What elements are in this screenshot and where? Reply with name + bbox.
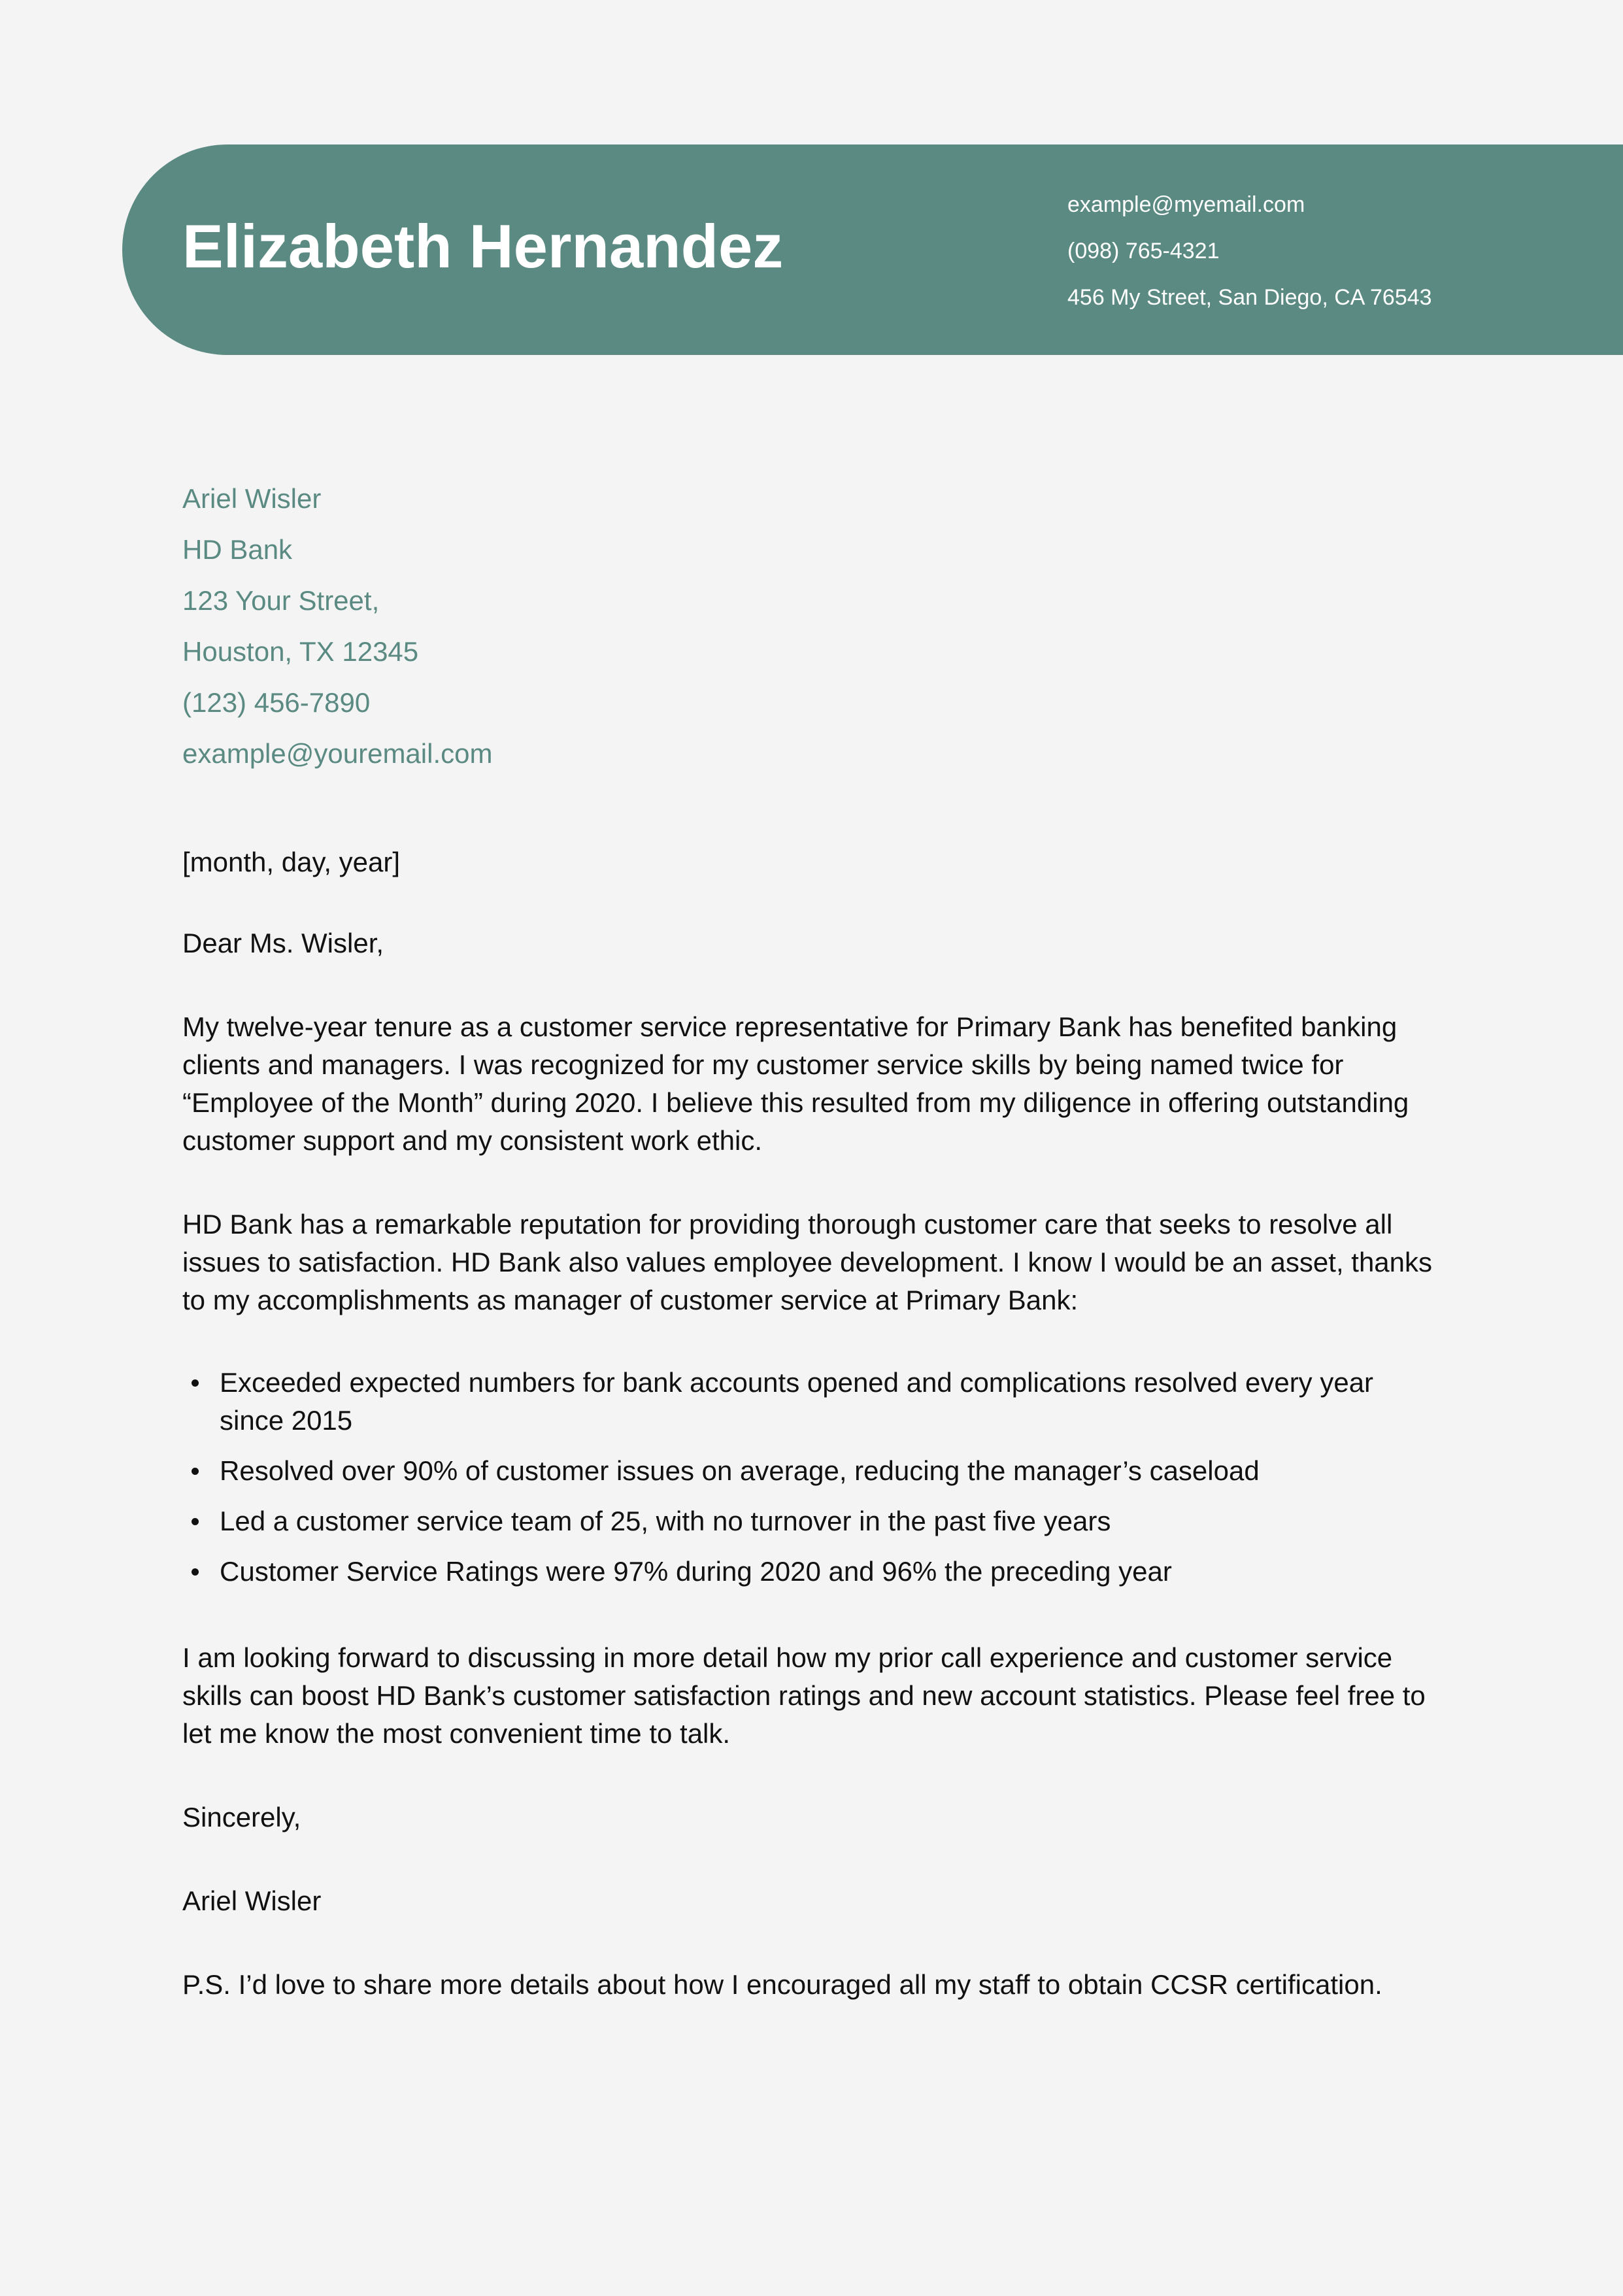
list-item [220,1452,1444,1490]
applicant-phone: (098) 765-4321 [1067,239,1220,263]
recipient-block [182,479,492,785]
list-item-text: Led a customer service team of 25, with no turnover in the past five years [220,1506,1111,1536]
recipient-street: 123 Your Street, [182,585,380,616]
recipient-phone: (123) 456-7890 [182,687,371,718]
list-item [220,1553,1444,1591]
applicant-name: Elizabeth Hernandez [182,212,784,280]
letter-body [182,843,1444,2004]
recipient-email: example@youremail.com [182,738,493,769]
bullet-icon [192,1468,199,1475]
salutation: Dear Ms. Wisler, [182,928,384,958]
list-item [220,1364,1444,1440]
bullet-icon [192,1568,199,1576]
paragraph-closing: I am looking forward to discussing in more detail how my prior call experience and customer service skills can boost HD Bank’s customer satisfaction ratings and new account statistics. Please feel free to let me know the most convenient time to talk. [182,1642,1426,1749]
applicant-address: 456 My Street, San Diego, CA 76543 [1067,285,1432,310]
closing: Sincerely, [182,1802,301,1832]
applicant-email: example@myemail.com [1067,192,1305,217]
bullet-icon [192,1379,199,1387]
list-item-text: Resolved over 90% of customer issues on average, reducing the manager’s caseload [220,1455,1260,1486]
recipient-name: Ariel Wisler [182,483,322,514]
bullet-icon [192,1518,199,1525]
list-item-text: Customer Service Ratings were 97% during 2020 and 96% the preceding year [220,1556,1172,1587]
recipient-company: HD Bank [182,534,293,565]
postscript: P.S. I’d love to share more details about how I encouraged all my staff to obtain CCSR certification. [182,1969,1382,2000]
applicant-contact [1067,188,1432,327]
letter-date: [month, day, year] [182,847,401,877]
list-item-text: Exceeded expected numbers for bank accounts opened and complications resolved every year since 2015 [220,1367,1374,1436]
paragraph-company: HD Bank has a remarkable reputation for providing thorough customer care that seeks to resolve all issues to satisfaction. HD Bank also values employee development. I know I would be an asset, thanks to my accomplishments as manager of customer service at Primary Bank: [182,1209,1433,1315]
recipient-city: Houston, TX 12345 [182,636,419,667]
list-item [220,1502,1444,1540]
accomplishments-list [182,1364,1444,1591]
paragraph-intro: My twelve-year tenure as a customer service representative for Primary Bank has benefited banking clients and managers. I was recognized for my customer service skills by being named twice for “Employee of the Month” during 2020. I believe this resulted from my diligence in offering outstanding customer support and my consistent work ethic. [182,1011,1409,1156]
signature: Ariel Wisler [182,1885,322,1916]
